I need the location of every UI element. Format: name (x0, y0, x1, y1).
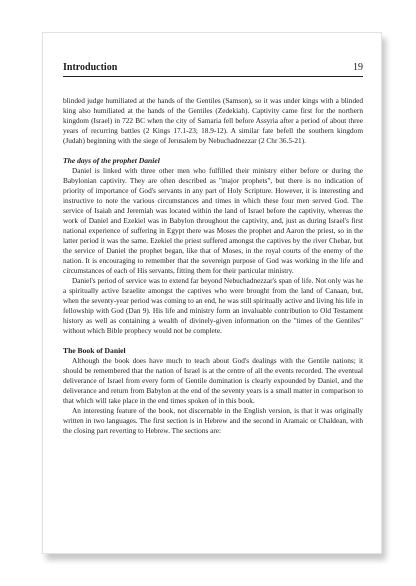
page-body (63, 96, 363, 436)
running-head (63, 62, 363, 74)
page-number: 19 (353, 62, 363, 73)
heading-book-of-daniel: The Book of Daniel (63, 346, 126, 355)
heading-days-of-daniel: The days of the prophet Daniel (63, 156, 160, 165)
section-gap (63, 336, 363, 346)
chapter-title: Introduction (63, 62, 118, 73)
paragraph-major-prophets: Daniel is linked with three other men who fulfilled their ministry either before or during the Babylonian captivity. They are often described as "major prophets", but there is no indication of priority of importance of God's servants in any part of Holy Scripture. However, it is interesting and instructive to note the various circumstances and times in which these four men served God. The service of Isaiah and Jeremiah was located within the land of Israel before the captivity, whereas the work of Daniel and Ezekiel was in Babylon throughout the captivity, and, just as during Israel's first national experience of suffering in Egypt there was Moses the prophet and Aaron the priest, so in the latter period it was the same. Ezekiel the priest suffered amongst the captives by the river Chebar, but the service of Daniel the prophet began, like that of Moses, in the royal courts of the enemy of the nation. It is encouraging to remember that the sovereign purpose of God was working in the life and circumstances of each of His servants, fitting them for their particular ministry. (63, 166, 363, 275)
header-rule (63, 76, 363, 77)
paragraph-gentile-nations: Although the book does have much to teach about God's dealings with the Gentile nations; it should be remembered that the nation of Israel is at the centre of all the events recorded. The eventual deliverance of Israel from every form of Gentile domination is clearly expounded by Daniel, and the deliverance and return from Babylon at the end of the seventy years is a small matter in comparison to that which will take place in the end times spoken of in this book. (63, 356, 363, 405)
book-page (42, 32, 382, 554)
paragraph-captivity: blinded judge humiliated at the hands of the Gentiles (Samson), so it was under kings with a blinded king also humiliated at the hands of the Gentiles (Zedekiah). Captivity came first for the northern kingdom (Israel) in 722 BC when the city of Samaria fell before Assyria after a period of about three years of recurring battles (2 Kings 17.1-23; 18.9-12). A similar fate befell the southern kingdom (Judah) beginning with the siege of Jerusalem by Nebuchadnezzar (2 Chr 36.5-21). (63, 96, 363, 145)
paragraph-two-languages: An interesting feature of the book, not discernable in the English version, is that it was originally written in two languages. The first section is in Hebrew and the second in Aramaic or Chaldean, with the closing part reverting to Hebrew. The sections are: (63, 406, 363, 435)
paragraph-daniel-service: Daniel's period of service was to extend far beyond Nebuchadnezzar's span of life. Not only was he a spiritually active Israelite amongst the captives who were brought from the land of Canaan, but, when the seventy-year period was coming to an end, he was still spiritually active and living his life in fellowship with God (Dan 9). His life and ministry form an invaluable contribution to Old Testament history as well as containing a wealth of divinely-given information on the "times of the Gentiles" without which Bible prophecy would not be complete. (63, 276, 363, 335)
section-gap (63, 146, 363, 156)
